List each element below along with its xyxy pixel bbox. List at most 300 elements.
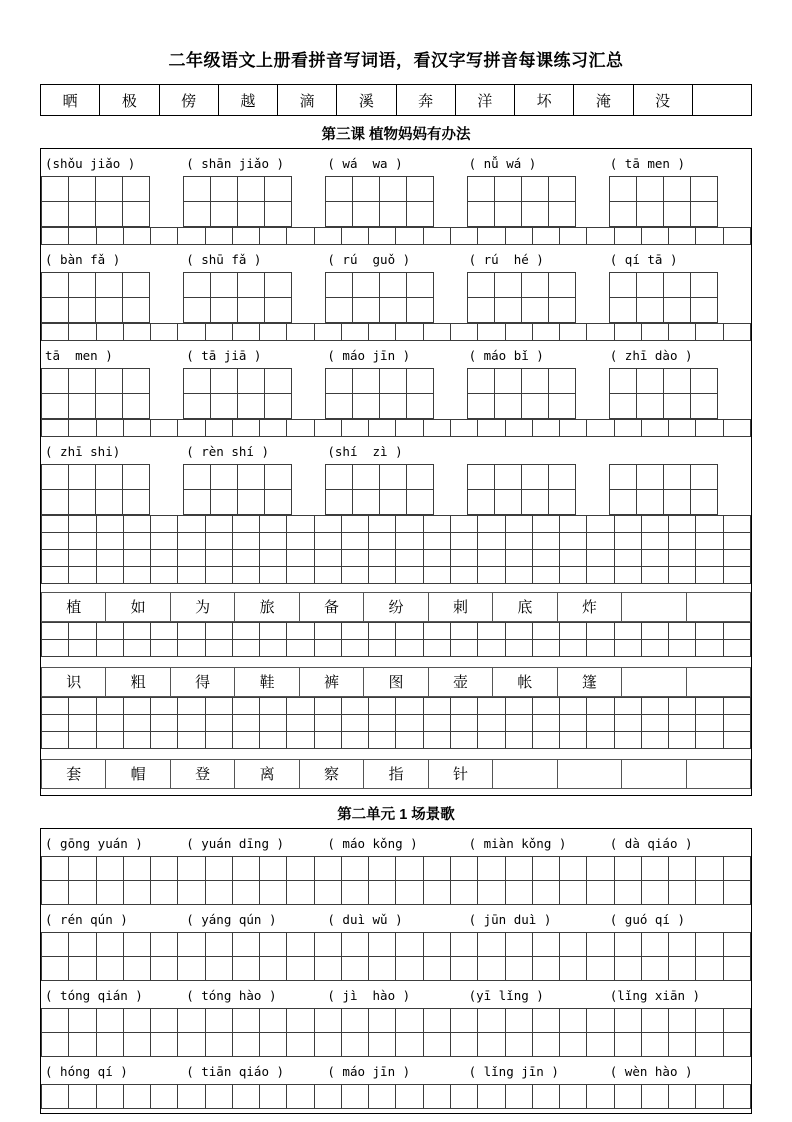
writing-cell	[314, 419, 342, 437]
char-cell	[492, 759, 557, 789]
writing-cell	[205, 533, 233, 550]
writing-cell-group	[325, 368, 434, 394]
writing-cell	[314, 567, 342, 584]
writing-cell	[690, 394, 718, 419]
writing-cell	[723, 957, 751, 981]
writing-cell	[477, 1084, 505, 1109]
writing-cell	[205, 957, 233, 981]
char-cell: 帽	[105, 759, 170, 789]
writing-cell	[586, 715, 614, 732]
writing-cell	[286, 732, 314, 749]
writing-cell	[68, 394, 96, 419]
pinyin-label: ( rèn shí )	[186, 444, 269, 459]
writing-cell	[532, 419, 560, 437]
grid-group-slot	[467, 298, 609, 323]
writing-cell	[614, 640, 642, 657]
writing-cell	[450, 856, 478, 881]
writing-cell	[695, 732, 723, 749]
writing-cell	[68, 323, 96, 341]
writing-cell	[423, 227, 451, 245]
writing-cell	[477, 622, 505, 640]
writing-cell	[586, 1084, 614, 1109]
writing-row	[41, 881, 751, 905]
section2-box	[40, 828, 752, 1114]
writing-cell	[150, 419, 178, 437]
writing-cell	[532, 227, 560, 245]
writing-cell	[341, 957, 369, 981]
writing-cell	[521, 490, 549, 515]
writing-cell	[450, 697, 478, 715]
writing-cell	[548, 368, 576, 394]
writing-row	[41, 957, 751, 981]
writing-cell	[177, 323, 205, 341]
writing-cell	[723, 932, 751, 957]
writing-cell	[614, 732, 642, 749]
writing-cell	[177, 1084, 205, 1109]
writing-cell-group	[609, 202, 718, 227]
writing-cell	[614, 227, 642, 245]
writing-cell	[123, 881, 151, 905]
pinyin-label: ( máo kǒng )	[327, 836, 418, 851]
grid-group-slot	[41, 202, 183, 227]
writing-cell	[368, 515, 396, 533]
writing-cell	[259, 1033, 287, 1057]
writing-cell	[286, 856, 314, 881]
writing-cell	[641, 1084, 669, 1109]
writing-cell	[68, 697, 96, 715]
writing-cell	[641, 227, 669, 245]
writing-cell	[368, 323, 396, 341]
writing-cell	[505, 640, 533, 657]
writing-cell	[96, 856, 124, 881]
writing-cell	[325, 272, 353, 298]
writing-cell	[532, 732, 560, 749]
writing-cell	[723, 1084, 751, 1109]
writing-cell	[205, 1033, 233, 1057]
writing-cell-group	[41, 368, 150, 394]
writing-cell	[96, 1008, 124, 1033]
writing-cell	[532, 881, 560, 905]
writing-cell	[723, 567, 751, 584]
writing-cell	[695, 533, 723, 550]
writing-cell	[150, 640, 178, 657]
writing-cell	[450, 881, 478, 905]
writing-cell	[232, 419, 260, 437]
writing-cell	[205, 515, 233, 533]
writing-cell	[668, 227, 696, 245]
writing-cell	[477, 323, 505, 341]
writing-cell	[232, 1084, 260, 1109]
writing-cell	[95, 298, 123, 323]
writing-cell	[286, 323, 314, 341]
writing-cell	[695, 622, 723, 640]
writing-cell	[264, 176, 292, 202]
grid-group-slot	[609, 272, 751, 298]
writing-cell	[395, 640, 423, 657]
char-cell	[621, 667, 686, 697]
grid-group-slot	[183, 490, 325, 515]
writing-cell-group	[41, 298, 150, 323]
writing-cell	[423, 715, 451, 732]
pinyin-label: ( máo bǐ )	[468, 348, 544, 363]
writing-cell	[314, 323, 342, 341]
pinyin-label: ( tiān qiáo )	[186, 1064, 285, 1079]
pinyin-label: ( rú guǒ )	[327, 252, 411, 267]
grid-group-slot	[41, 272, 183, 298]
writing-cell	[177, 932, 205, 957]
writing-cell	[237, 368, 265, 394]
writing-cell-group	[467, 176, 576, 202]
char-cell: 粗	[105, 667, 170, 697]
writing-cell	[395, 732, 423, 749]
writing-cell	[723, 419, 751, 437]
writing-cell	[68, 490, 96, 515]
writing-cell-group	[183, 464, 292, 490]
writing-cell	[614, 957, 642, 981]
writing-cell-group	[41, 490, 150, 515]
writing-cell	[450, 533, 478, 550]
writing-cell	[68, 856, 96, 881]
writing-cell	[395, 622, 423, 640]
writing-cell	[586, 323, 614, 341]
writing-cell	[259, 932, 287, 957]
writing-cell	[467, 464, 495, 490]
writing-cell	[210, 176, 238, 202]
writing-cell	[379, 368, 407, 394]
pinyin-label: ( rú hé )	[468, 252, 544, 267]
writing-cell	[177, 515, 205, 533]
writing-cell	[96, 932, 124, 957]
writing-cell	[450, 732, 478, 749]
writing-cell-group	[183, 394, 292, 419]
char-cell: 炸	[557, 592, 622, 622]
writing-cell	[559, 715, 587, 732]
writing-cell	[237, 464, 265, 490]
writing-cell	[286, 1008, 314, 1033]
pinyin-label: ( yáng qún )	[186, 912, 277, 927]
pinyin-label: ( hóng qí )	[45, 1064, 128, 1079]
writing-cell	[494, 272, 522, 298]
char-cell: 刺	[428, 592, 493, 622]
review-char-cell: 越	[218, 85, 277, 116]
writing-cell	[341, 515, 369, 533]
writing-cell	[395, 697, 423, 715]
writing-cell	[395, 1084, 423, 1109]
writing-cell	[505, 881, 533, 905]
writing-cell	[123, 1008, 151, 1033]
writing-cell	[695, 640, 723, 657]
writing-cell	[205, 419, 233, 437]
writing-cell	[379, 394, 407, 419]
writing-cell	[150, 881, 178, 905]
char-cell: 察	[299, 759, 364, 789]
writing-cell	[41, 368, 69, 394]
writing-cell-group	[183, 176, 292, 202]
writing-cell-group	[183, 272, 292, 298]
writing-cell	[423, 881, 451, 905]
writing-cell	[723, 622, 751, 640]
writing-cell	[695, 550, 723, 567]
writing-cell	[609, 394, 637, 419]
writing-cell	[406, 464, 434, 490]
writing-cell	[259, 640, 287, 657]
pinyin-label: ( rén qún )	[45, 912, 128, 927]
writing-cell	[450, 1008, 478, 1033]
writing-cell	[68, 1084, 96, 1109]
writing-cell	[123, 419, 151, 437]
review-char-cell	[692, 85, 751, 116]
writing-cell	[559, 515, 587, 533]
writing-cell	[636, 272, 664, 298]
writing-cell	[423, 640, 451, 657]
writing-cell	[406, 368, 434, 394]
writing-cell	[123, 533, 151, 550]
writing-cell	[723, 323, 751, 341]
writing-row	[41, 932, 751, 957]
writing-cell	[150, 856, 178, 881]
writing-cell	[695, 957, 723, 981]
pinyin-label: ( tóng qián )	[45, 988, 143, 1003]
writing-cell	[286, 640, 314, 657]
writing-cell	[122, 202, 150, 227]
writing-cell	[232, 932, 260, 957]
grid-group-slot	[41, 298, 183, 323]
grid-group-slot	[183, 272, 325, 298]
writing-cell	[395, 715, 423, 732]
writing-cell	[122, 368, 150, 394]
writing-cell	[668, 856, 696, 881]
writing-cell	[467, 298, 495, 323]
writing-cell-group	[467, 298, 576, 323]
pinyin-label: ( duì wǔ )	[327, 912, 403, 927]
writing-row	[41, 640, 751, 657]
writing-cell	[450, 550, 478, 567]
writing-cell	[668, 419, 696, 437]
writing-cell	[609, 490, 637, 515]
writing-cell	[641, 622, 669, 640]
writing-cell	[467, 394, 495, 419]
review-char-cell: 晒	[41, 85, 100, 116]
writing-cell	[559, 957, 587, 981]
writing-cell	[325, 298, 353, 323]
writing-cell	[559, 550, 587, 567]
writing-cell	[341, 419, 369, 437]
writing-cell-group	[609, 464, 718, 490]
writing-cell	[423, 732, 451, 749]
writing-cell	[41, 298, 69, 323]
writing-cell	[663, 202, 691, 227]
writing-cell	[314, 533, 342, 550]
char-cell: 套	[41, 759, 106, 789]
writing-cell	[723, 856, 751, 881]
writing-cell	[259, 732, 287, 749]
writing-cell	[68, 550, 96, 567]
pinyin-label: (yī lǐng )	[468, 988, 544, 1003]
pinyin-label: ( tā men )	[609, 156, 686, 171]
writing-cell	[68, 622, 96, 640]
writing-cell	[41, 1008, 69, 1033]
writing-cell-group	[609, 176, 718, 202]
writing-cell	[341, 1008, 369, 1033]
writing-cell	[205, 567, 233, 584]
pinyin-row	[41, 151, 751, 176]
writing-cell	[641, 1033, 669, 1057]
writing-cell	[150, 533, 178, 550]
writing-cell	[532, 550, 560, 567]
writing-grid-row	[41, 202, 751, 227]
writing-cell	[641, 732, 669, 749]
writing-cell	[123, 1033, 151, 1057]
char-practice-row	[41, 592, 751, 622]
writing-cell	[477, 697, 505, 715]
pinyin-label: ( wá wa )	[327, 156, 403, 171]
pinyin-label: ( dà qiáo )	[609, 836, 693, 851]
writing-cell	[341, 697, 369, 715]
writing-row	[41, 1033, 751, 1057]
writing-cell	[96, 567, 124, 584]
writing-cell	[477, 1008, 505, 1033]
writing-cell	[395, 1033, 423, 1057]
writing-cell-group	[41, 272, 150, 298]
writing-cell	[325, 176, 353, 202]
writing-cell	[95, 202, 123, 227]
writing-cell	[368, 622, 396, 640]
pinyin-label: ( jūn duì )	[468, 912, 552, 927]
writing-cell	[177, 1008, 205, 1033]
writing-cell	[205, 1008, 233, 1033]
writing-cell	[123, 515, 151, 533]
writing-cell	[467, 490, 495, 515]
writing-cell	[123, 932, 151, 957]
pinyin-row	[41, 343, 751, 368]
writing-cell	[123, 323, 151, 341]
writing-cell	[41, 697, 69, 715]
grid-group-slot	[467, 394, 609, 419]
writing-cell	[690, 298, 718, 323]
writing-cell	[95, 176, 123, 202]
writing-cell	[423, 515, 451, 533]
writing-cell-group	[467, 394, 576, 419]
grid-group-slot	[609, 202, 751, 227]
writing-cell	[123, 550, 151, 567]
writing-cell	[548, 464, 576, 490]
section1-heading: 第三课 植物妈妈有办法	[321, 127, 471, 143]
writing-cell	[41, 1033, 69, 1057]
writing-cell	[341, 567, 369, 584]
writing-cell	[609, 176, 637, 202]
pinyin-row	[41, 439, 751, 464]
writing-cell	[477, 533, 505, 550]
writing-cell	[150, 1084, 178, 1109]
writing-cell	[41, 515, 69, 533]
writing-cell	[450, 419, 478, 437]
writing-cell	[150, 550, 178, 567]
writing-cell	[548, 202, 576, 227]
writing-cell	[68, 533, 96, 550]
writing-cell	[586, 957, 614, 981]
writing-cell	[477, 640, 505, 657]
writing-cell	[614, 856, 642, 881]
writing-cell	[368, 1008, 396, 1033]
writing-row	[41, 1084, 751, 1109]
writing-cell	[96, 227, 124, 245]
writing-cell	[205, 732, 233, 749]
pinyin-label: ( tóng hào )	[186, 988, 277, 1003]
writing-cell	[723, 227, 751, 245]
writing-cell	[668, 567, 696, 584]
writing-cell	[723, 1033, 751, 1057]
writing-cell	[559, 419, 587, 437]
writing-row	[41, 533, 751, 550]
writing-cell	[532, 515, 560, 533]
spacer	[41, 657, 751, 665]
section2-heading: 第二单元 1 场景歌	[337, 807, 455, 823]
writing-cell	[259, 533, 287, 550]
writing-cell	[237, 394, 265, 419]
writing-cell	[423, 323, 451, 341]
writing-cell	[68, 1008, 96, 1033]
writing-cell	[368, 227, 396, 245]
writing-cell	[210, 272, 238, 298]
char-cell: 植	[41, 592, 106, 622]
writing-cell	[423, 1084, 451, 1109]
writing-row	[41, 715, 751, 732]
writing-cell	[379, 176, 407, 202]
writing-cell	[96, 881, 124, 905]
grid-group-slot	[467, 464, 609, 490]
pinyin-label: ( yuán dīng )	[186, 836, 285, 851]
writing-row	[41, 323, 751, 341]
writing-cell	[586, 881, 614, 905]
writing-cell	[450, 622, 478, 640]
writing-cell	[494, 464, 522, 490]
writing-cell	[368, 957, 396, 981]
writing-cell	[477, 715, 505, 732]
writing-cell	[232, 622, 260, 640]
writing-cell	[314, 1084, 342, 1109]
writing-cell	[286, 1033, 314, 1057]
writing-cell	[505, 550, 533, 567]
writing-cell	[423, 697, 451, 715]
writing-cell	[450, 1084, 478, 1109]
char-cell	[621, 592, 686, 622]
writing-cell	[505, 227, 533, 245]
char-cell: 帐	[492, 667, 557, 697]
writing-cell	[505, 856, 533, 881]
writing-cell-group	[183, 202, 292, 227]
writing-cell	[259, 715, 287, 732]
writing-cell	[264, 394, 292, 419]
writing-cell	[41, 1084, 69, 1109]
writing-cell	[641, 419, 669, 437]
writing-cell	[122, 490, 150, 515]
grid-group-slot	[325, 176, 467, 202]
writing-cell	[521, 272, 549, 298]
writing-cell	[548, 298, 576, 323]
writing-cell	[150, 957, 178, 981]
writing-cell	[68, 464, 96, 490]
writing-cell	[636, 368, 664, 394]
writing-grid-row	[41, 490, 751, 515]
writing-cell	[232, 533, 260, 550]
writing-cell	[286, 533, 314, 550]
writing-cell	[177, 856, 205, 881]
char-cell: 得	[170, 667, 235, 697]
writing-cell	[183, 464, 211, 490]
writing-cell	[68, 298, 96, 323]
pinyin-label: ( shān jiǎo )	[186, 156, 285, 171]
writing-cell	[341, 550, 369, 567]
